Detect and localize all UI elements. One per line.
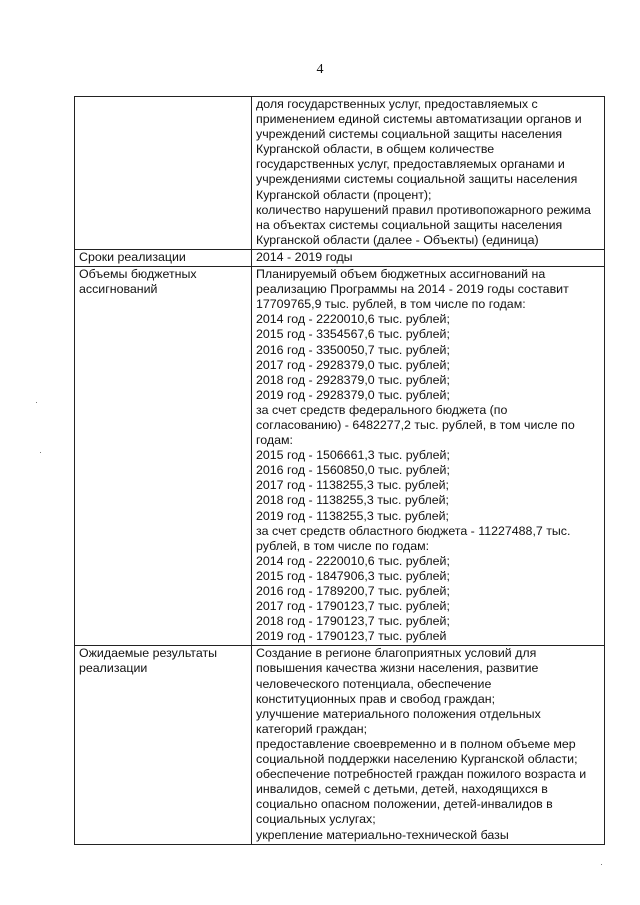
row-content-line: 2018 год - 2928379,0 тыс. рублей; <box>256 372 450 387</box>
row-content-line: 2016 год - 1560850,0 тыс. рублей; <box>256 463 450 478</box>
row-label-cell <box>75 97 252 250</box>
row-content-line: 2019 год - 1138255,3 тыс. рублей; <box>256 508 449 523</box>
row-content-line: Планируемый объем бюджетных ассигнований на <box>256 267 546 282</box>
row-content-line: 2016 год - 1789200,7 тыс. рублей; <box>256 584 450 598</box>
row-content-line: Курганской области (далее - Объекты) (единица) <box>256 232 539 247</box>
row-label-line: Ожидаемые результаты <box>79 646 218 661</box>
scan-speck <box>40 452 41 453</box>
row-label-line: реализации <box>79 661 148 676</box>
row-label-cell <box>75 249 252 266</box>
table-row <box>75 646 605 844</box>
row-content-line: предоставление своевременно и в полном объеме мер <box>256 736 576 751</box>
row-content-cell <box>252 249 605 266</box>
row-label-cell <box>75 267 252 646</box>
row-content-line: 2017 год - 1138255,3 тыс. рублей; <box>256 478 449 493</box>
row-content-line: годам: <box>256 433 293 448</box>
row-content-line: Курганской области (процент); <box>256 187 432 202</box>
row-content-line: 2016 год - 3350050,7 тыс. рублей; <box>256 342 450 357</box>
page-number: 4 <box>316 62 324 77</box>
row-content-line: социально опасном положении, детей-инвалидов в <box>256 797 553 812</box>
table-row <box>75 267 605 646</box>
row-content-line: 2018 год - 1138255,3 тыс. рублей; <box>256 493 449 508</box>
row-content-line: улучшение материального положения отдельных <box>256 706 541 721</box>
row-content-line: Создание в регионе благоприятных условий для <box>256 646 537 661</box>
row-content-line: рублей, в том числе по годам: <box>256 538 430 553</box>
row-content-line: учреждениями системы социальной защиты населения <box>256 172 578 187</box>
row-content-line: конституционных прав и свобод граждан; <box>256 691 496 706</box>
row-content-line: согласованию) - 6482277,2 тыс. рублей, в том числе по <box>256 417 575 432</box>
program-passport-table <box>74 96 605 845</box>
row-content-line: Курганской области, в общем количестве <box>256 142 495 157</box>
row-content-line: 2014 год - 2220010,6 тыс. рублей; <box>256 553 450 568</box>
row-content-line: 2014 - 2019 годы <box>256 249 353 264</box>
scan-speck <box>601 864 602 865</box>
row-content-line: 2019 год - 1790123,7 тыс. рублей <box>256 629 447 644</box>
table-row <box>75 97 605 250</box>
row-content-line: социальных услугах; <box>256 812 376 827</box>
row-content-line: укрепление материально-технической базы <box>256 827 509 842</box>
row-content-line: 2019 год - 2928379,0 тыс. рублей; <box>256 387 450 402</box>
row-content-line: инвалидов, семей с детьми, детей, находящихся в <box>256 782 548 797</box>
row-content-line: за счет средств федерального бюджета (по <box>256 402 508 417</box>
row-content-line: 2017 год - 2928379,0 тыс. рублей; <box>256 357 450 372</box>
row-content-line: 2018 год - 1790123,7 тыс. рублей; <box>256 614 450 629</box>
row-content-line: учреждений системы социальной защиты населения <box>256 127 563 142</box>
row-content-line: 2017 год - 1790123,7 тыс. рублей; <box>256 599 450 614</box>
row-content-line: на объектах системы социальной защиты населения <box>256 217 563 232</box>
row-content-line: человеческого потенциала, обеспечение <box>256 676 492 691</box>
row-content-line: 2015 год - 3354567,6 тыс. рублей; <box>256 327 450 342</box>
row-content-cell <box>252 267 605 646</box>
row-content-line: 2015 год - 1847906,3 тыс. рублей; <box>256 568 450 583</box>
row-label-line: Объемы бюджетных <box>79 267 197 282</box>
row-content-line: 2014 год - 2220010,6 тыс. рублей; <box>256 312 450 327</box>
row-content-line: 2015 год - 1506661,3 тыс. рублей; <box>256 448 450 463</box>
row-content-line: социальной поддержки населению Курганской области; <box>256 752 578 767</box>
table-row <box>75 249 605 266</box>
row-content-cell <box>252 97 605 250</box>
row-label-cell <box>75 646 252 844</box>
row-content-line: количество нарушений правил противопожарного режима <box>256 202 591 217</box>
row-content-line: категорий граждан; <box>256 721 368 736</box>
table-body <box>75 97 605 845</box>
row-content-line: реализацию Программы на 2014 - 2019 годы составит <box>256 282 569 297</box>
row-content-line: доля государственных услуг, предоставляемых с <box>256 97 538 111</box>
row-label-line: Сроки реализации <box>79 249 186 264</box>
row-content-line: 17709765,9 тыс. рублей, в том числе по годам: <box>256 297 526 312</box>
scan-speck <box>36 402 37 403</box>
row-content-line: государственных услуг, предоставляемых органами и <box>256 157 565 172</box>
row-content-cell <box>252 646 605 844</box>
row-content-line: обеспечение потребностей граждан пожилого возраста и <box>256 767 587 782</box>
row-content-line: за счет средств областного бюджета - 11227488,7 тыс. <box>256 523 571 538</box>
row-content-line: применением единой системы автоматизации органов и <box>256 112 582 127</box>
row-content-line: повышения качества жизни населения, развитие <box>256 661 539 676</box>
row-label-line: ассигнований <box>79 282 158 297</box>
